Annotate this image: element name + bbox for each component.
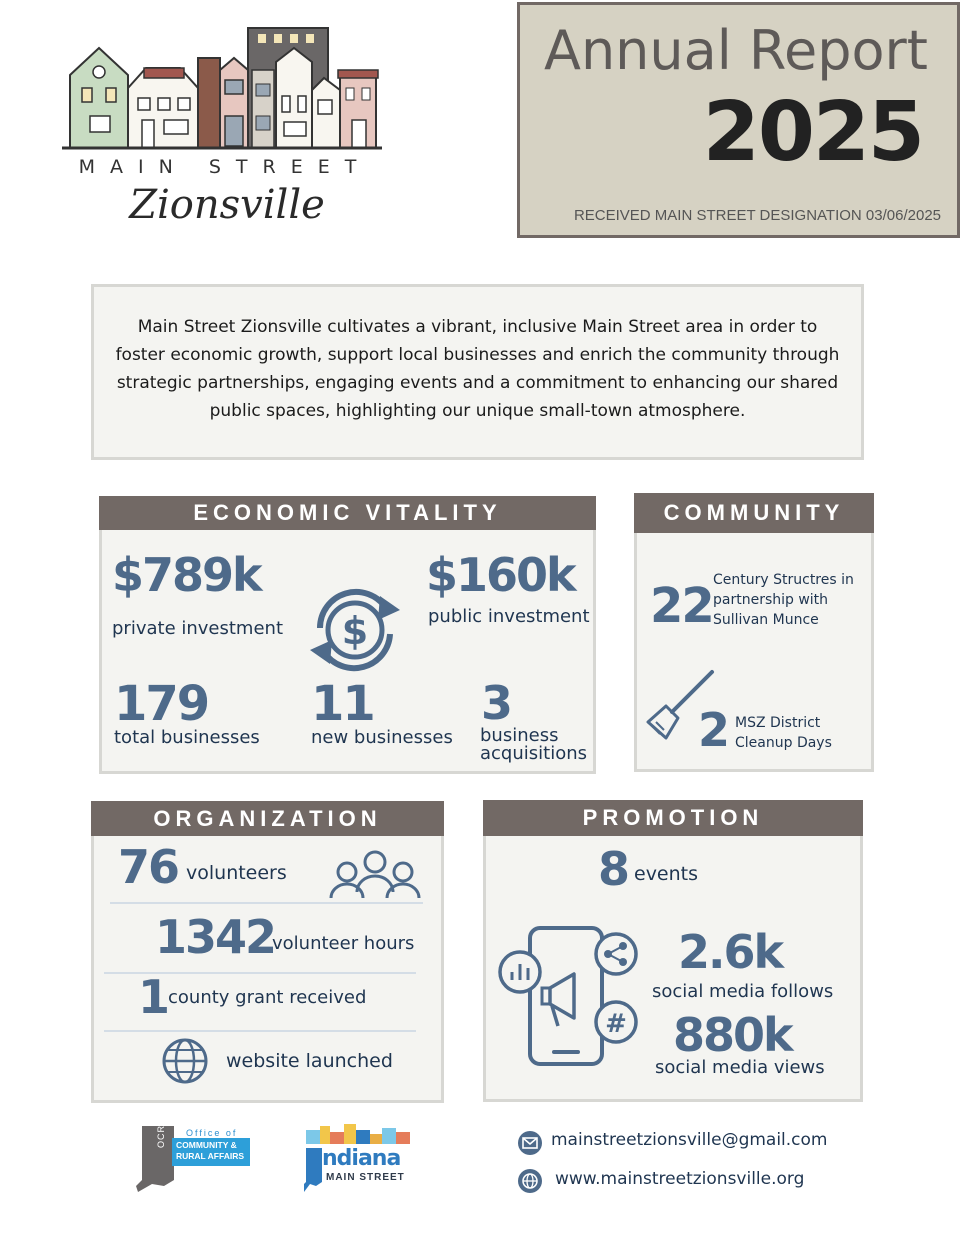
mission-text: Main Street Zionsville cultivates a vibrant, inclusive Main Street area in order to foster economic growth, support local businesses and enrich the community through strategic partnerships, engaging events and a commitment to enhancing our shared public spaces, highlighting our unique small-town atmosphere.	[115, 317, 840, 421]
logo-main-street-text: MAIN STREET	[78, 156, 372, 178]
ocra-line3: RURAL AFFAIRS	[176, 1151, 244, 1161]
logo-zionsville-script: Zionsville	[129, 182, 325, 228]
email-link[interactable]: mainstreetzionsville@gmail.com	[551, 1130, 828, 1150]
people-icon	[325, 846, 425, 902]
mission-statement-box	[91, 284, 864, 460]
social-follows-label: social media follows	[652, 981, 834, 1002]
events-label: events	[634, 863, 699, 885]
dollar-cycle-icon	[300, 580, 410, 680]
ocra-logo	[134, 1117, 254, 1192]
county-grant-value: 1	[138, 970, 169, 1024]
cleanup-days-line1: MSZ District	[735, 715, 821, 731]
organization-divider-3	[104, 1030, 416, 1032]
volunteers-label: volunteers	[186, 862, 287, 884]
indiana-main-street-word: MAIN STREET	[326, 1172, 405, 1183]
indiana-main-street-logo	[302, 1120, 416, 1192]
events-value: 8	[598, 842, 629, 896]
svg-text:#: #	[605, 1009, 627, 1039]
email-row[interactable]	[517, 1128, 837, 1158]
volunteer-hours-label: volunteer hours	[272, 933, 415, 954]
website-globe-icon	[517, 1168, 543, 1194]
promotion-heading: PROMOTION	[483, 800, 863, 836]
private-investment-label: private investment	[112, 618, 284, 639]
century-structures-line3: Sullivan Munce	[713, 612, 819, 628]
social-views-label: social media views	[655, 1057, 825, 1078]
globe-icon	[160, 1036, 210, 1086]
indiana-state-blue-icon	[302, 1148, 324, 1192]
svg-text:$: $	[341, 609, 369, 653]
private-investment-value: $789k	[112, 548, 261, 602]
cleanup-days-line2: Cleanup Days	[735, 735, 832, 751]
annual-report-title-box	[517, 2, 960, 238]
social-follows-value: 2.6k	[678, 925, 783, 979]
phone-social-icon	[494, 922, 644, 1072]
community-heading: COMMUNITY	[634, 493, 874, 533]
ocra-vertical-text: OCRA	[156, 1117, 166, 1148]
business-acquisitions-value: 3	[481, 676, 512, 730]
cleanup-days-value: 2	[698, 703, 729, 757]
century-structures-line1: Century Structres in	[713, 572, 854, 588]
ocra-name-box	[172, 1138, 250, 1166]
email-icon	[517, 1130, 543, 1156]
county-grant-label: county grant received	[168, 987, 367, 1008]
total-businesses-label: total businesses	[114, 727, 260, 748]
business-acquisitions-label-line2: acquisitions	[480, 743, 587, 764]
century-structures-line2: partnership with	[713, 592, 829, 608]
total-businesses-value: 179	[114, 676, 209, 732]
main-street-zionsville-logo	[62, 20, 392, 240]
volunteers-value: 76	[118, 840, 179, 894]
ocra-office-of: Office of	[186, 1128, 238, 1138]
houses-illustration-icon	[62, 20, 392, 160]
organization-divider-1	[110, 902, 423, 904]
business-acquisitions-label-line1: business	[480, 725, 559, 746]
website-link[interactable]: www.mainstreetzionsville.org	[555, 1169, 805, 1189]
report-title: Annual Report	[544, 19, 928, 82]
designation-date: RECEIVED MAIN STREET DESIGNATION 03/06/2025	[573, 207, 941, 224]
new-businesses-label: new businesses	[311, 727, 453, 748]
indiana-houses-icon	[302, 1120, 414, 1146]
public-investment-value: $160k	[426, 548, 575, 602]
website-row[interactable]	[517, 1166, 837, 1196]
new-businesses-value: 11	[311, 676, 374, 732]
ocra-line2: COMMUNITY &	[176, 1140, 237, 1150]
economic-vitality-heading: ECONOMIC VITALITY	[99, 496, 596, 530]
century-structures-value: 22	[650, 578, 713, 634]
volunteer-hours-value: 1342	[155, 910, 276, 964]
report-year: 2025	[702, 85, 923, 180]
public-investment-label: public investment	[428, 606, 590, 627]
organization-heading: ORGANIZATION	[91, 801, 444, 836]
social-views-value: 880k	[673, 1008, 792, 1062]
indiana-word: ndiana	[322, 1146, 401, 1171]
website-launched-label: website launched	[226, 1050, 393, 1072]
